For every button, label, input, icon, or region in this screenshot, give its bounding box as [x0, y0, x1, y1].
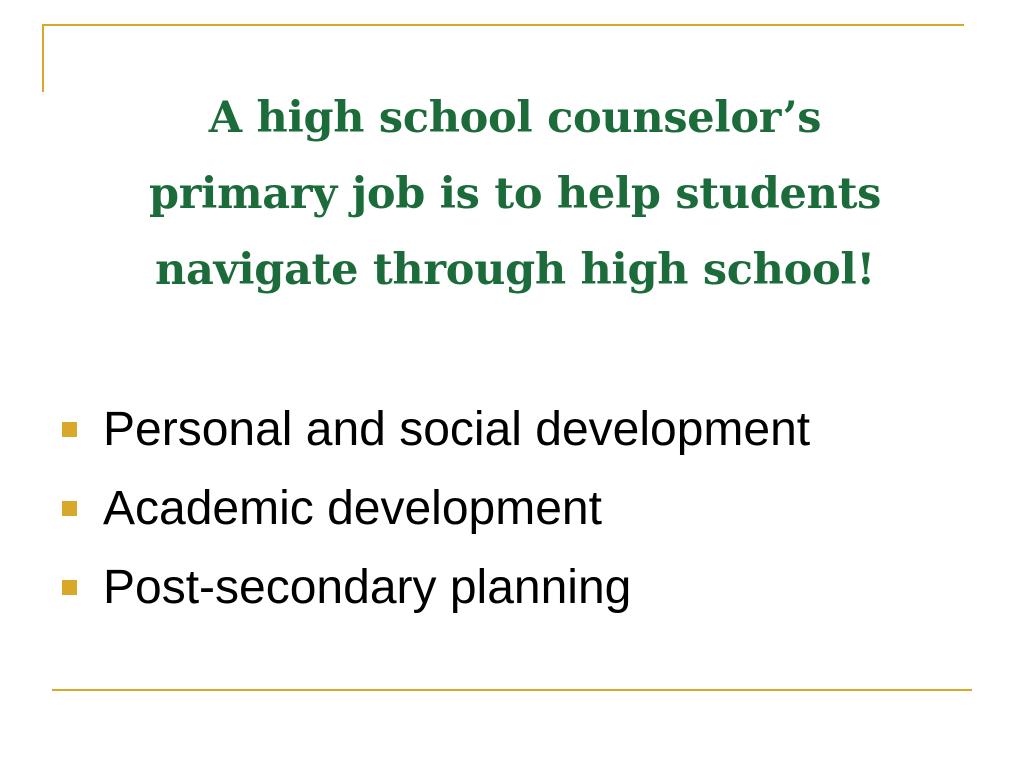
bullet-item [62, 548, 810, 627]
title-line: A high school counselor’s [208, 93, 822, 143]
square-bullet-icon [62, 501, 77, 516]
square-bullet-icon [62, 422, 77, 437]
frame-top-rule [42, 24, 964, 26]
frame-left-rule [42, 24, 44, 92]
bullet-text: Personal and social development [103, 403, 811, 456]
slide-title [60, 80, 970, 308]
bullet-text: Post-secondary planning [103, 561, 632, 614]
title-line: navigate through high school! [154, 245, 875, 295]
square-bullet-icon [62, 580, 77, 595]
bullet-item [62, 469, 810, 548]
bullet-item [62, 390, 810, 469]
title-line: primary job is to help students [148, 169, 882, 219]
bullet-text: Academic development [103, 482, 602, 535]
bullet-list [62, 390, 810, 627]
frame-bottom-rule [52, 689, 972, 691]
